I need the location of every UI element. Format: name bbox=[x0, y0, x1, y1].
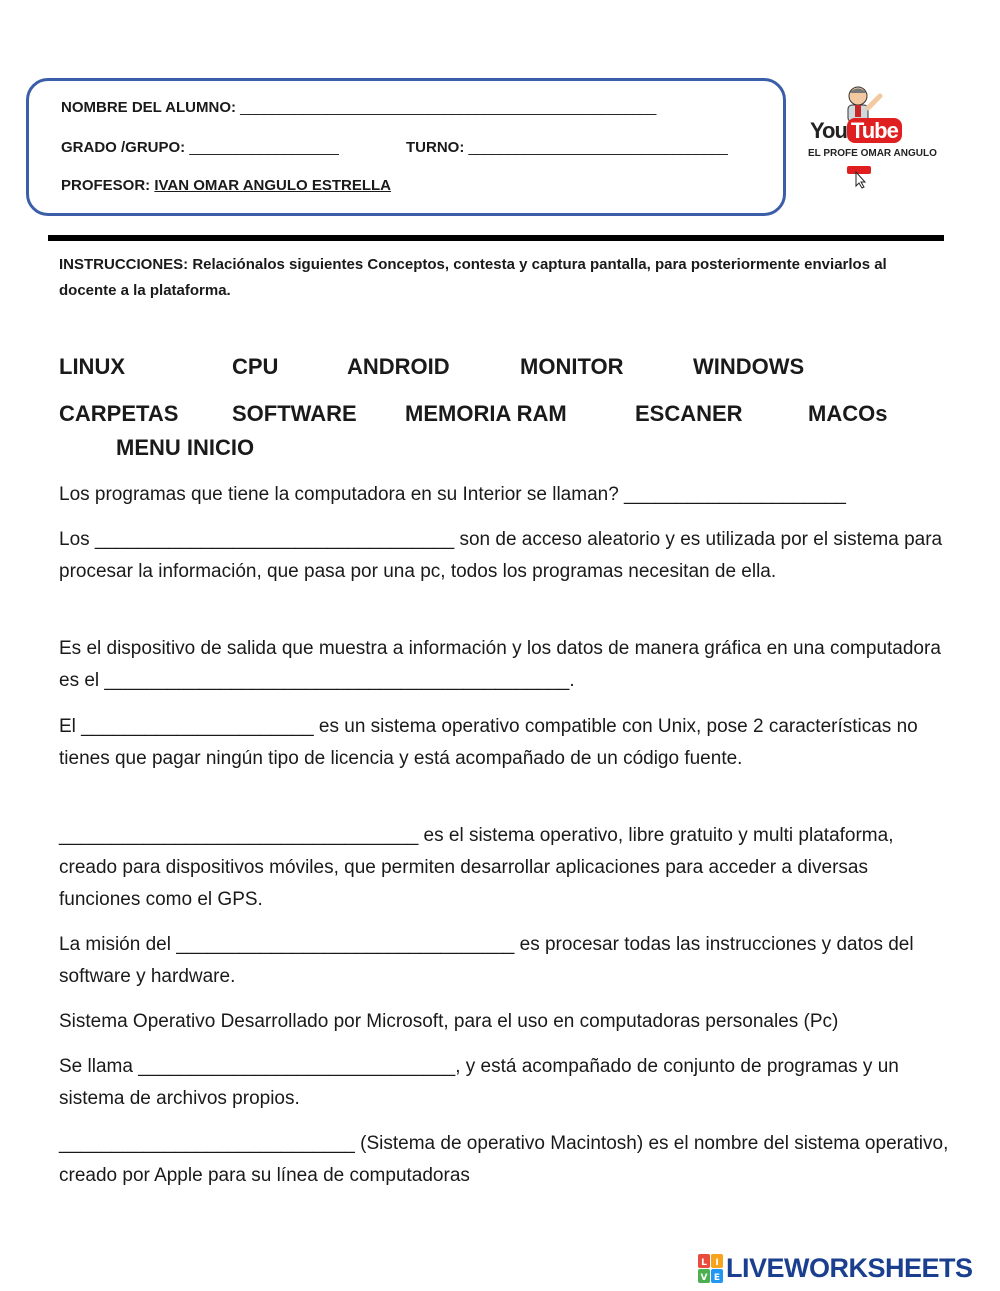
svg-text:I: I bbox=[715, 1258, 719, 1268]
youtube-wordmark bbox=[810, 118, 902, 144]
teacher-line bbox=[61, 177, 391, 194]
svg-text:V: V bbox=[700, 1273, 708, 1283]
concept-macos: MACOs bbox=[808, 401, 888, 426]
instructions-text: INSTRUCCIONES: Relaciónalos siguientes Conceptos, contesta y captura pantalla, para posteriormente enviarlos al docente a la plataforma. bbox=[59, 256, 887, 299]
liveworksheets-live-icon bbox=[698, 1254, 724, 1284]
question-2[interactable]: Los __________________________________ son de acceso aleatorio y es utilizada por el sistema para procesar la información, que pasa por una pc, todos los programas necesitan de ella. bbox=[59, 529, 943, 582]
teacher-label: PROFESOR: bbox=[61, 177, 151, 194]
youtube-tube: Tube bbox=[847, 118, 902, 143]
grade-label: GRADO /GRUPO: bbox=[61, 139, 186, 156]
channel-logo bbox=[806, 84, 937, 194]
subscribe-cursor-icon bbox=[846, 164, 876, 190]
concept-software: SOFTWARE bbox=[232, 401, 357, 426]
question-8[interactable]: Se llama ______________________________, y está acompañado de conjunto de programas y un sistema de archivos propios. bbox=[59, 1056, 899, 1109]
section-divider bbox=[48, 235, 944, 241]
concept-escaner: ESCANER bbox=[635, 401, 743, 426]
concept-carpetas: CARPETAS bbox=[59, 401, 179, 426]
svg-text:E: E bbox=[713, 1273, 721, 1283]
teacher-name: IVAN OMAR ANGULO ESTRELLA bbox=[154, 177, 392, 194]
concept-monitor: MONITOR bbox=[520, 354, 624, 379]
question-6[interactable]: La misión del ________________________________ es procesar todas las instrucciones y datos del software y hardware. bbox=[59, 934, 914, 987]
svg-text:L: L bbox=[701, 1258, 707, 1268]
concept-windows: WINDOWS bbox=[693, 354, 805, 379]
shift-blank[interactable]: _________________________________ bbox=[468, 139, 728, 156]
concept-menu-inicio: MENU INICIO bbox=[116, 435, 255, 460]
student-name-line bbox=[61, 99, 656, 116]
concept-android: ANDROID bbox=[347, 354, 450, 379]
concept-cpu: CPU bbox=[232, 354, 279, 379]
student-name-blank[interactable]: _____________________________________________________ bbox=[240, 99, 656, 116]
question-7: Sistema Operativo Desarrollado por Microsoft, para el uso en computadoras personales (Pc) bbox=[59, 1011, 839, 1032]
question-4[interactable]: El ______________________ es un sistema operativo compatible con Unix, pose 2 características no tienes que pagar ningún tipo de licencia y está acompañado de un código fuente. bbox=[59, 716, 918, 769]
channel-name: EL PROFE OMAR ANGULO bbox=[808, 148, 937, 159]
question-5[interactable]: __________________________________ es el sistema operativo, libre gratuito y multi plataforma, creado para dispositivos móviles, que permiten desarrollar aplicaciones para acceder a diversas funciones como el GPS. bbox=[59, 825, 894, 910]
concept-linux: LINUX bbox=[59, 354, 125, 379]
question-1[interactable]: Los programas que tiene la computadora en su Interior se llaman? _____________________ bbox=[59, 484, 846, 505]
liveworksheets-wordmark: LIVEWORKSHEETS bbox=[726, 1253, 973, 1283]
shift-line bbox=[406, 139, 727, 156]
grade-line bbox=[61, 139, 338, 156]
question-9[interactable]: ____________________________ (Sistema de operativo Macintosh) es el nombre del sistema operativo, creado por Apple para su línea de computadoras bbox=[59, 1133, 949, 1186]
grade-blank[interactable]: ___________________ bbox=[189, 139, 339, 156]
student-info-box bbox=[26, 78, 786, 216]
youtube-you: You bbox=[810, 118, 847, 143]
shift-label: TURNO: bbox=[406, 139, 465, 156]
question-3[interactable]: Es el dispositivo de salida que muestra a información y los datos de manera gráfica en una computadora es el ____________________________________________. bbox=[59, 638, 941, 691]
concept-memoria-ram: MEMORIA RAM bbox=[405, 401, 567, 426]
student-name-label: NOMBRE DEL ALUMNO: bbox=[61, 99, 236, 116]
